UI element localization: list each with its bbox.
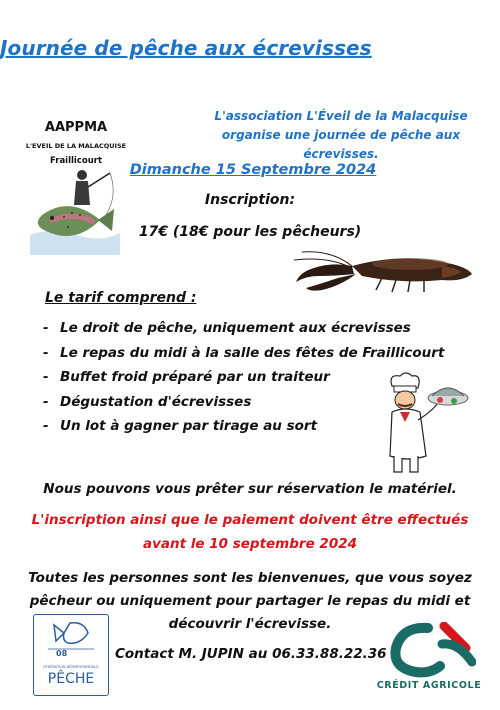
aappma-logo-title: AAPPMA xyxy=(44,120,108,135)
welcome-text: Toutes les personnes sont les bienvenues, que vous soyez pêcheur ou uniquement pour partager le repas du midi et découvrir l'écrevisse. xyxy=(28,570,472,632)
inscription-label: Inscription: xyxy=(204,192,296,208)
event-date: Dimanche 15 Septembre 2024 xyxy=(129,162,377,178)
page-title: Journée de pêche aux écrevisses xyxy=(0,36,372,60)
list-item: - Buffet froid préparé par un traiteur xyxy=(43,369,330,385)
credit-agricole-icon xyxy=(382,622,476,678)
equipment-loan-text: Nous pouvons vous prêter sur réservation le matériel. xyxy=(43,481,457,497)
list-item-text: Dégustation d'écrevisses xyxy=(60,393,252,410)
credit-agricole-text: CRÉDIT AGRICOLE xyxy=(376,680,482,691)
list-item-text: Buffet froid préparé par un traiteur xyxy=(60,369,330,385)
deadline-line-1: L'inscription ainsi que le paiement doivent être effectués xyxy=(31,512,469,528)
list-item: - Dégustation d'écrevisses xyxy=(43,393,252,410)
inscription-price: 17€ (18€ pour les pêcheurs) xyxy=(138,224,362,240)
trout-angler-icon xyxy=(20,165,132,260)
tarif-title: Le tarif comprend : xyxy=(45,290,197,306)
list-item-text: Le droit de pêche, uniquement aux écrevisses xyxy=(60,320,411,336)
credit-agricole-logo xyxy=(370,622,488,702)
list-item: - Le repas du midi à la salle des fêtes de Fraillicourt xyxy=(43,344,445,361)
peche-logo-number: 08 xyxy=(56,649,68,658)
peche-logo-federation: FÉDÉRATION DÉPARTEMENTALE xyxy=(43,665,99,669)
deadline-line-2: avant le 10 septembre 2024 xyxy=(142,536,358,552)
crayfish-icon xyxy=(292,246,480,298)
contact-text: Contact M. JUPIN au 06.33.88.22.36 xyxy=(115,646,387,662)
list-item: - Un lot à gagner par tirage au sort xyxy=(43,418,318,434)
peche-logo-word: PÊCHE xyxy=(47,671,95,687)
intro-text: L'association L'Éveil de la Malacquise organise une journée de pêche aux écrevisses. xyxy=(214,109,468,161)
aappma-logo xyxy=(20,120,132,258)
chef-icon xyxy=(378,370,470,478)
list-item: - Le droit de pêche, uniquement aux écrevisses xyxy=(43,320,411,336)
fish-icon xyxy=(34,615,108,663)
peche-federation-logo xyxy=(33,614,109,696)
aappma-logo-subtitle: L'EVEIL DE LA MALACQUISE xyxy=(25,142,127,150)
aappma-logo-town: Fraillicourt xyxy=(49,156,103,166)
list-item-text: Le repas du midi à la salle des fêtes de Fraillicourt xyxy=(60,344,445,361)
list-item-text: Un lot à gagner par tirage au sort xyxy=(60,418,318,434)
